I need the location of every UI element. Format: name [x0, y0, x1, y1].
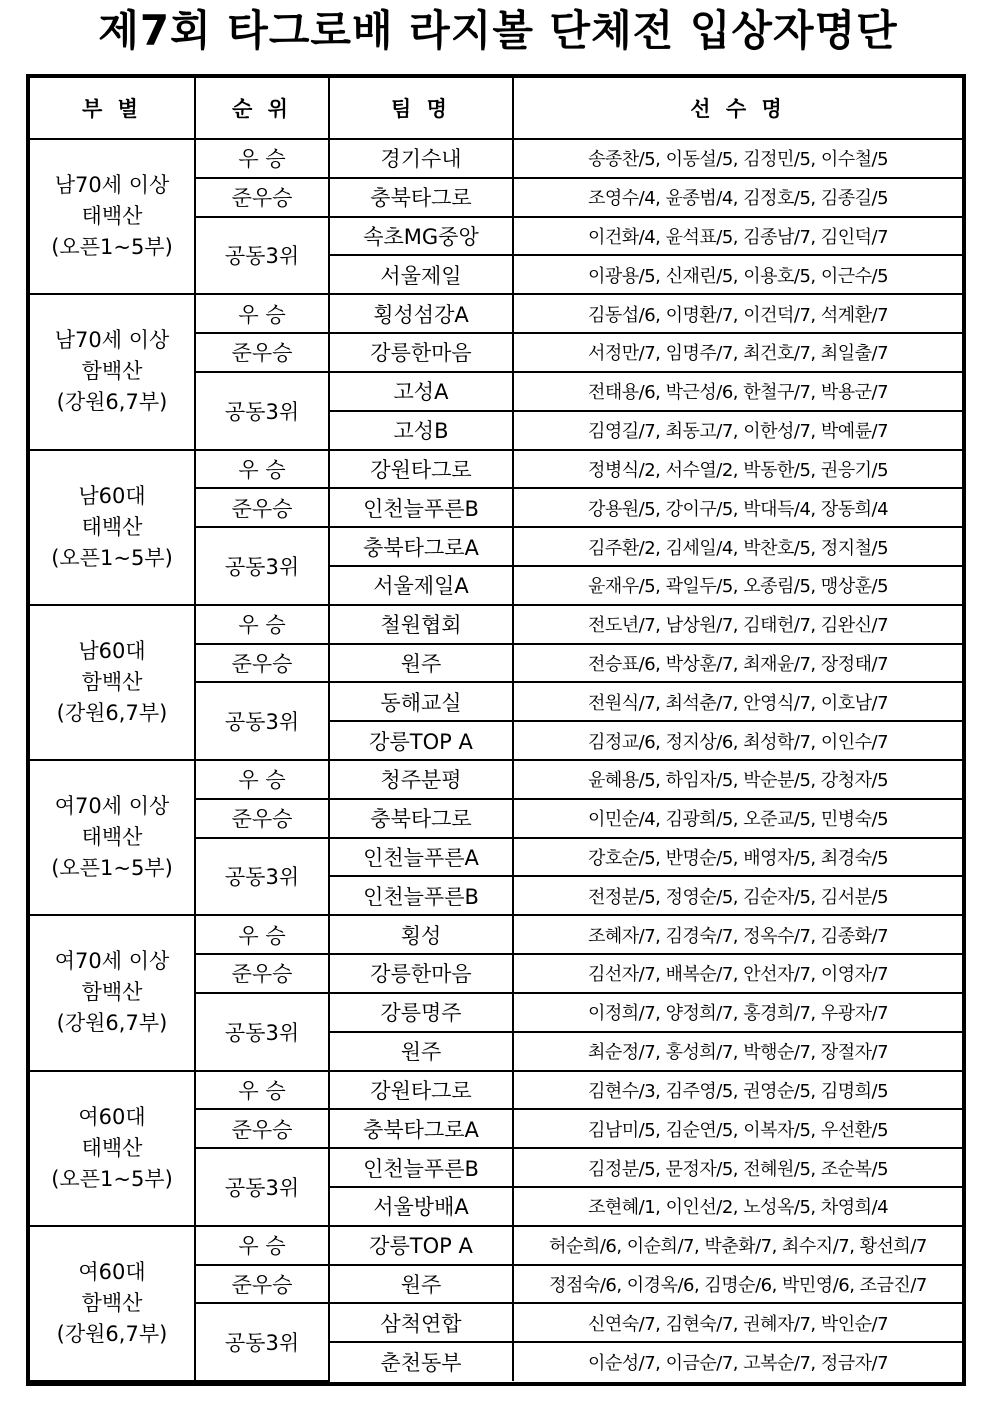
division-cell: [30, 450, 195, 605]
players-cell: 윤재우/5, 곽일두/5, 오종림/5, 맹상훈/5: [513, 566, 962, 605]
rank-cell: 준우승: [195, 644, 329, 683]
players-cell: 이건화/4, 윤석표/5, 김종남/7, 김인덕/7: [513, 217, 962, 256]
header-team: 팀 명: [329, 78, 513, 139]
header-division: 부 별: [30, 78, 195, 139]
players-cell: 조현혜/1, 이인선/2, 노성옥/5, 차영희/4: [513, 1187, 962, 1226]
players-cell: 김동섭/6, 이명환/7, 이건덕/7, 석계환/7: [513, 294, 962, 333]
rank-cell: 준우승: [195, 178, 329, 217]
rank-cell: 우 승: [195, 605, 329, 644]
rank-cell: 공동3위: [195, 993, 329, 1071]
team-name-cell: 서울제일: [329, 255, 513, 294]
rank-cell: 우 승: [195, 1071, 329, 1110]
players-cell: 이광용/5, 신재린/5, 이용호/5, 이근수/5: [513, 255, 962, 294]
table-row: [30, 1071, 962, 1110]
players-cell: 이순성/7, 이금순/7, 고복순/7, 정금자/7: [513, 1342, 962, 1381]
team-name-cell: 인천늘푸른B: [329, 488, 513, 527]
division-line: (오픈1~5부): [51, 1166, 173, 1191]
rank-cell: 우 승: [195, 915, 329, 954]
division-line: (오픈1~5부): [51, 545, 173, 570]
rank-cell: 우 승: [195, 760, 329, 799]
players-cell: 최순정/7, 홍성희/7, 박행순/7, 장절자/7: [513, 1032, 962, 1071]
rank-cell: 공동3위: [195, 217, 329, 295]
rank-cell: 우 승: [195, 294, 329, 333]
players-cell: 윤혜용/5, 하임자/5, 박순분/5, 강청자/5: [513, 760, 962, 799]
division-line: 함백산: [81, 980, 143, 1005]
team-name-cell: 원주: [329, 644, 513, 683]
header-rank: 순 위: [195, 78, 329, 139]
team-name-cell: 청주분평: [329, 760, 513, 799]
team-name-cell: 강릉TOP A: [329, 721, 513, 760]
page-title: 제7회 타그로배 라지볼 단체전 입상자명단: [98, 6, 898, 55]
division-line: (강원6,7부): [56, 390, 168, 415]
rank-cell: 준우승: [195, 488, 329, 527]
team-name-cell: 횡성섬강A: [329, 294, 513, 333]
players-cell: 전도년/7, 남상원/7, 김태헌/7, 김완신/7: [513, 605, 962, 644]
team-name-cell: 고성A: [329, 372, 513, 411]
table-row: [30, 294, 962, 333]
division-line: 여70세 이상: [54, 794, 170, 819]
players-cell: 김남미/5, 김순연/5, 이복자/5, 우선환/5: [513, 1109, 962, 1148]
players-cell: 이민순/4, 김광희/5, 오준교/5, 민병숙/5: [513, 799, 962, 838]
table-row: [30, 760, 962, 799]
header-row: [30, 78, 962, 139]
players-cell: 송종찬/5, 이동설/5, 김정민/5, 이수철/5: [513, 139, 962, 178]
team-name-cell: 고성B: [329, 411, 513, 450]
division-line: 함백산: [81, 359, 143, 384]
rank-cell: 공동3위: [195, 1303, 329, 1381]
table-row: [30, 915, 962, 954]
rank-cell: 준우승: [195, 799, 329, 838]
team-name-cell: 원주: [329, 1032, 513, 1071]
team-name-cell: 충북타그로A: [329, 527, 513, 566]
division-line: (강원6,7부): [56, 1011, 168, 1036]
table-row: [30, 450, 962, 489]
team-name-cell: 서울방배A: [329, 1187, 513, 1226]
team-name-cell: 서울제일A: [329, 566, 513, 605]
players-cell: 전태용/6, 박근성/6, 한철구/7, 박용군/7: [513, 372, 962, 411]
division-cell: [30, 605, 195, 760]
rank-cell: 공동3위: [195, 838, 329, 916]
rank-cell: 공동3위: [195, 527, 329, 605]
team-name-cell: 충북타그로: [329, 178, 513, 217]
results-body: [30, 139, 962, 1381]
rank-cell: 우 승: [195, 450, 329, 489]
players-cell: 허순희/6, 이순희/7, 박춘화/7, 최수지/7, 황선희/7: [513, 1226, 962, 1265]
division-cell: [30, 1226, 195, 1381]
rank-cell: 공동3위: [195, 372, 329, 450]
team-name-cell: 강릉한마음: [329, 954, 513, 993]
division-cell: [30, 1071, 195, 1226]
rank-cell: 우 승: [195, 139, 329, 178]
players-cell: 조혜자/7, 김경숙/7, 정옥수/7, 김종화/7: [513, 915, 962, 954]
team-name-cell: 강원타그로: [329, 450, 513, 489]
team-name-cell: 충북타그로A: [329, 1109, 513, 1148]
rank-cell: 우 승: [195, 1226, 329, 1265]
table-row: [30, 1226, 962, 1265]
team-name-cell: 철원협회: [329, 605, 513, 644]
division-line: (오픈1~5부): [51, 856, 173, 881]
team-name-cell: 인천늘푸른B: [329, 1148, 513, 1187]
players-cell: 서정만/7, 임명주/7, 최건호/7, 최일출/7: [513, 333, 962, 372]
division-line: (강원6,7부): [56, 1321, 168, 1346]
division-line: 태백산: [81, 204, 143, 229]
division-line: (강원6,7부): [56, 700, 168, 725]
division-line: (오픈1~5부): [51, 235, 173, 260]
rank-cell: 준우승: [195, 1265, 329, 1304]
players-cell: 김영길/7, 최동고/7, 이한성/7, 박예륜/7: [513, 411, 962, 450]
team-name-cell: 충북타그로: [329, 799, 513, 838]
division-line: 여70세 이상: [54, 949, 170, 974]
results-table-frame: [26, 74, 966, 1386]
players-cell: 김주환/2, 김세일/4, 박찬호/5, 정지철/5: [513, 527, 962, 566]
team-name-cell: 인천늘푸른B: [329, 876, 513, 915]
players-cell: 정점숙/6, 이경옥/6, 김명순/6, 박민영/6, 조금진/7: [513, 1265, 962, 1304]
team-name-cell: 춘천동부: [329, 1342, 513, 1381]
table-row: [30, 139, 962, 178]
header-players: 선 수 명: [513, 78, 962, 139]
rank-cell: 공동3위: [195, 1148, 329, 1226]
rank-cell: 준우승: [195, 333, 329, 372]
players-cell: 강용원/5, 강이구/5, 박대득/4, 장동희/4: [513, 488, 962, 527]
results-table: [30, 78, 962, 1382]
division-line: 태백산: [81, 825, 143, 850]
division-cell: [30, 294, 195, 449]
team-name-cell: 원주: [329, 1265, 513, 1304]
team-name-cell: 강릉명주: [329, 993, 513, 1032]
team-name-cell: 인천늘푸른A: [329, 838, 513, 877]
team-name-cell: 강원타그로: [329, 1071, 513, 1110]
team-name-cell: 강릉TOP A: [329, 1226, 513, 1265]
team-name-cell: 경기수내: [329, 139, 513, 178]
players-cell: 전정분/5, 정영순/5, 김순자/5, 김서분/5: [513, 876, 962, 915]
team-name-cell: 속초MG중앙: [329, 217, 513, 256]
team-name-cell: 동해교실: [329, 682, 513, 721]
players-cell: 김선자/7, 배복순/7, 안선자/7, 이영자/7: [513, 954, 962, 993]
rank-cell: 준우승: [195, 954, 329, 993]
division-line: 태백산: [81, 514, 143, 539]
rank-cell: 준우승: [195, 1109, 329, 1148]
players-cell: 김정교/6, 정지상/6, 최성학/7, 이인수/7: [513, 721, 962, 760]
division-line: 남60대: [78, 483, 146, 508]
division-line: 남70세 이상: [54, 173, 170, 198]
division-line: 함백산: [81, 669, 143, 694]
players-cell: 신연숙/7, 김현숙/7, 권혜자/7, 박인순/7: [513, 1303, 962, 1342]
players-cell: 김현수/3, 김주영/5, 권영순/5, 김명희/5: [513, 1071, 962, 1110]
division-line: 여60대: [78, 1259, 146, 1284]
team-name-cell: 삼척연합: [329, 1303, 513, 1342]
players-cell: 이정희/7, 양정희/7, 홍경희/7, 우광자/7: [513, 993, 962, 1032]
division-line: 남70세 이상: [54, 328, 170, 353]
players-cell: 전원식/7, 최석춘/7, 안영식/7, 이호남/7: [513, 682, 962, 721]
players-cell: 강호순/5, 반명순/5, 배영자/5, 최경숙/5: [513, 838, 962, 877]
table-row: [30, 605, 962, 644]
division-line: 남60대: [78, 638, 146, 663]
players-cell: 김정분/5, 문정자/5, 전혜원/5, 조순복/5: [513, 1148, 962, 1187]
team-name-cell: 횡성: [329, 915, 513, 954]
rank-cell: 공동3위: [195, 682, 329, 760]
players-cell: 조영수/4, 윤종범/4, 김정호/5, 김종길/5: [513, 178, 962, 217]
division-line: 여60대: [78, 1104, 146, 1129]
division-line: 함백산: [81, 1290, 143, 1315]
division-cell: [30, 139, 195, 294]
players-cell: 정병식/2, 서수열/2, 박동한/5, 권응기/5: [513, 450, 962, 489]
division-cell: [30, 760, 195, 915]
players-cell: 전승표/6, 박상훈/7, 최재윤/7, 장정태/7: [513, 644, 962, 683]
division-cell: [30, 915, 195, 1070]
team-name-cell: 강릉한마음: [329, 333, 513, 372]
division-line: 태백산: [81, 1135, 143, 1160]
